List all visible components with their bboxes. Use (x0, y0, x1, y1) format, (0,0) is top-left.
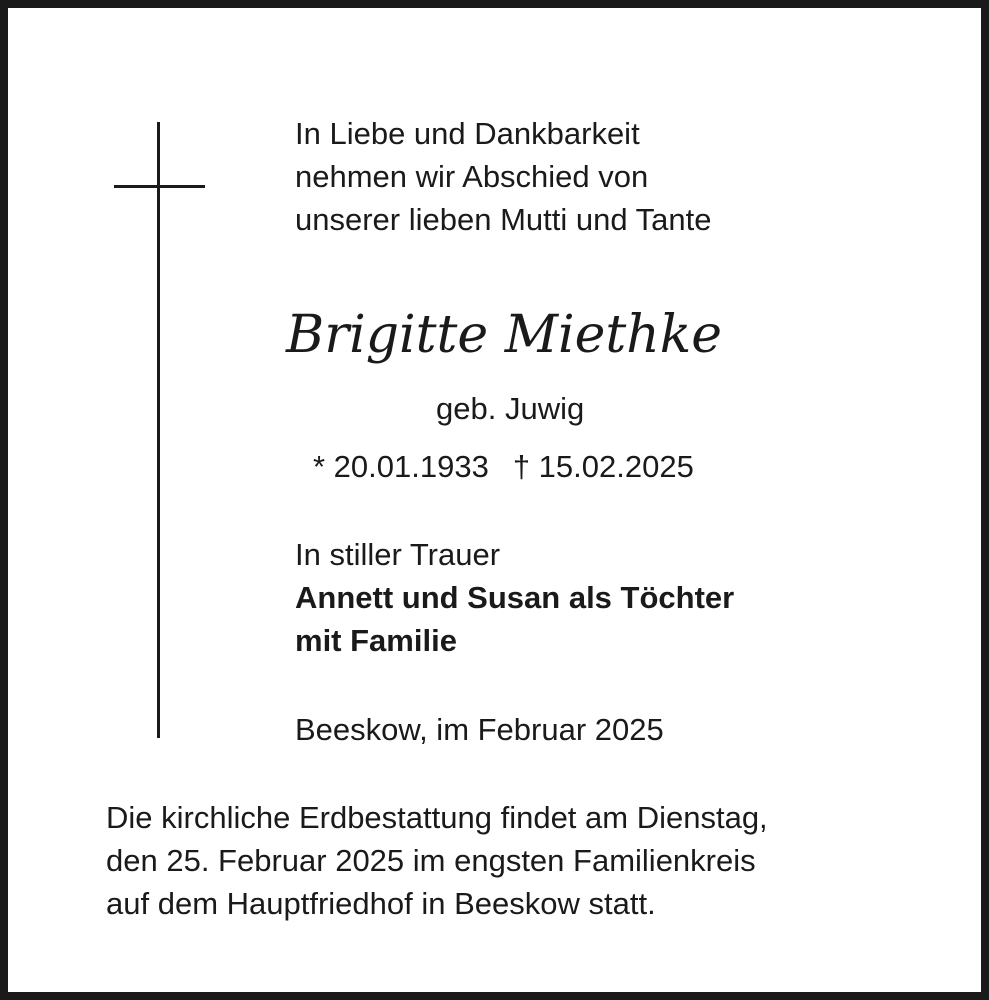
funeral-line: auf dem Hauptfriedhof in Beeskow statt. (106, 886, 656, 921)
intro-text (295, 112, 711, 241)
mourners-names: mit Familie (295, 623, 457, 658)
cross-icon (157, 122, 160, 738)
intro-line: unserer lieben Mutti und Tante (295, 202, 712, 237)
deceased-name: Brigitte Miethke (286, 305, 723, 365)
funeral-line: Die kirchliche Erdbestattung findet am Dienstag, (106, 800, 768, 835)
funeral-notice (106, 796, 768, 925)
birth-date: * 20.01.1933 (313, 449, 489, 484)
cross-icon-crossbar (114, 185, 205, 188)
mourners-block (295, 533, 734, 662)
intro-line: In Liebe und Dankbarkeit (295, 116, 640, 151)
place-date: Beeskow, im Februar 2025 (295, 712, 664, 747)
intro-line: nehmen wir Abschied von (295, 159, 649, 194)
death-date: † 15.02.2025 (512, 449, 694, 484)
mourning-heading: In stiller Trauer (295, 537, 501, 572)
life-dates (313, 445, 694, 488)
birth-name: geb. Juwig (436, 391, 585, 426)
mourners-names: Annett und Susan als Töchter (295, 580, 735, 615)
funeral-line: den 25. Februar 2025 im engsten Familienkreis (106, 843, 756, 878)
